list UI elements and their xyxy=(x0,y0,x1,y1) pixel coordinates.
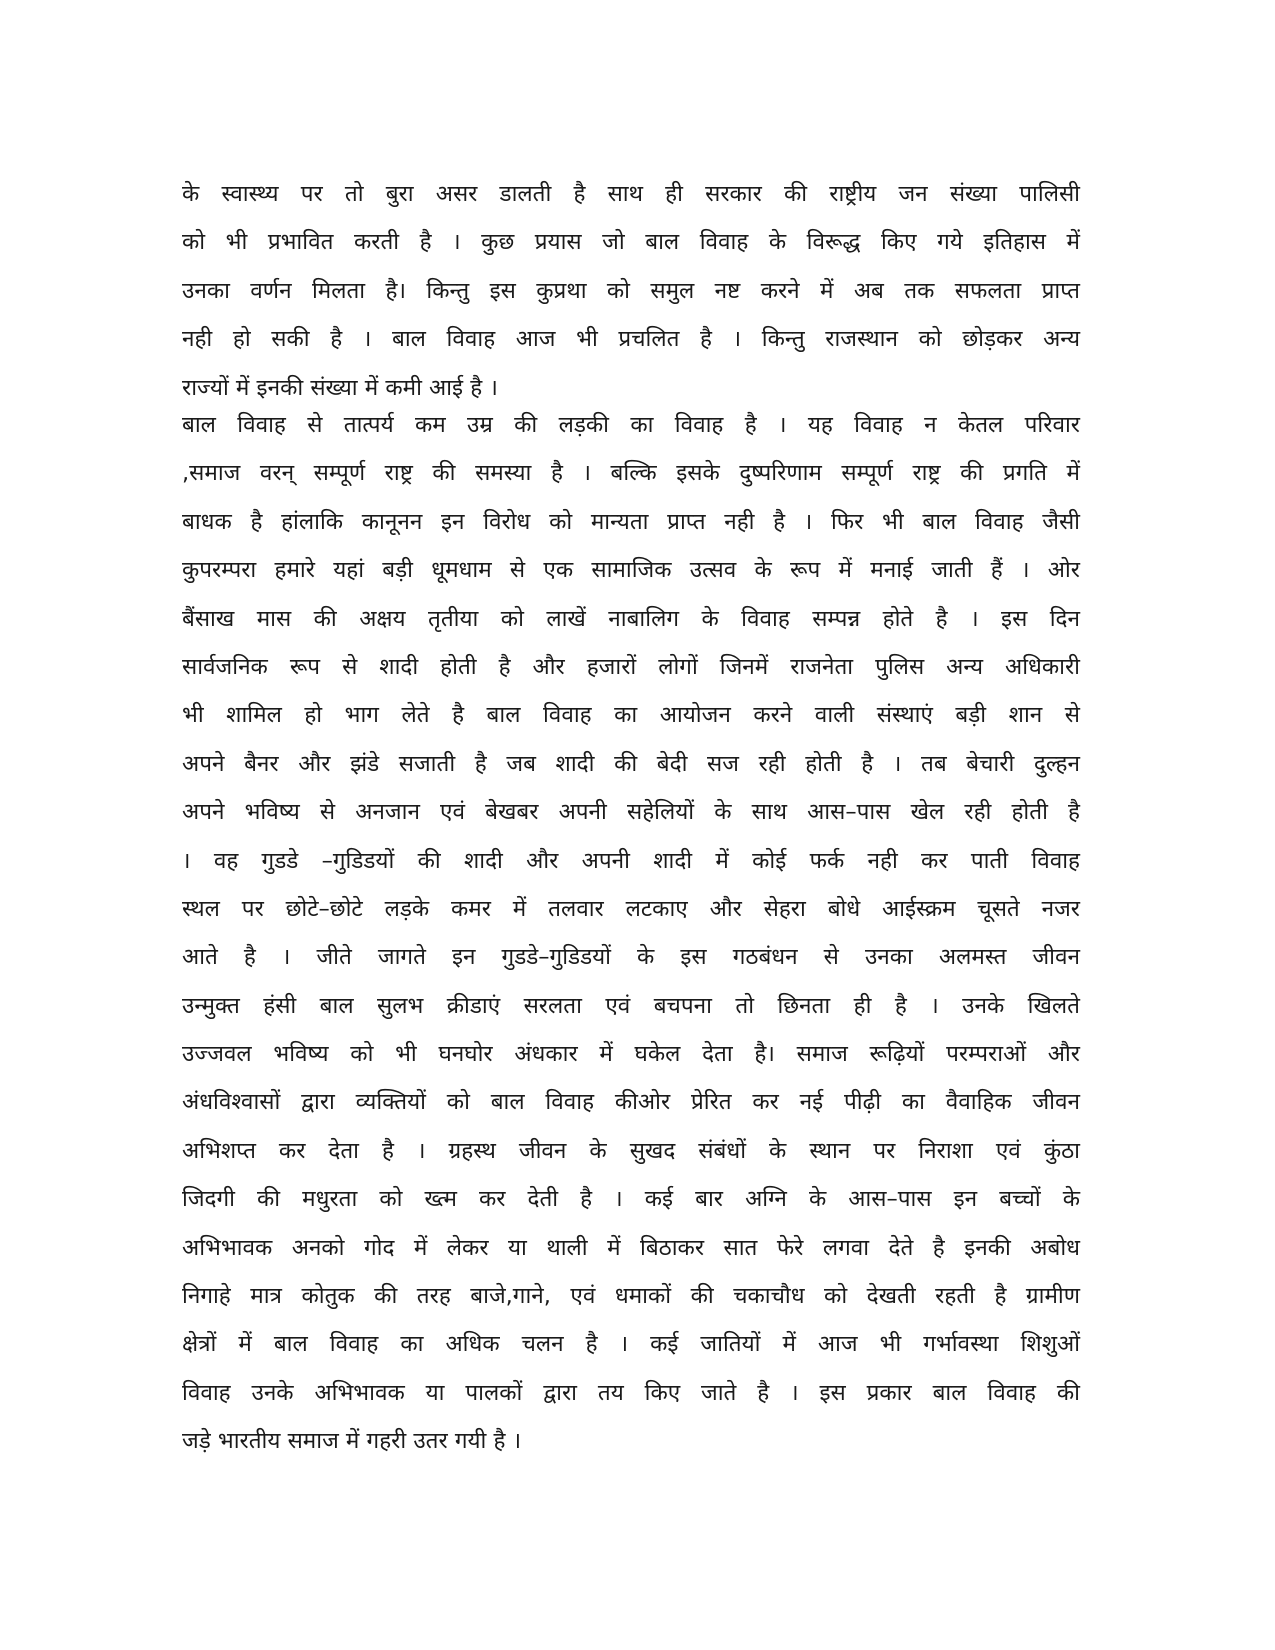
paragraph-1 xyxy=(182,170,1080,412)
paragraph-line: सार्वजनिक रूप से शादी होती है और हजारों लोगों जिनमें राजनेता पुलिस अन्य अधिकारी xyxy=(182,653,1080,680)
paragraph-line: ,समाज वरन् सम्पूर्ण राष्ट्र की समस्या है । बल्कि इसके दुष्परिणाम सम्पूर्ण राष्ट्र की प्रगति में xyxy=(182,460,1080,487)
paragraph-line: के स्वास्थ्य पर तो बुरा असर डालती है साथ ही सरकार की राष्ट्रीय जन संख्या पालिसी xyxy=(182,181,1080,207)
paragraph-line: । वह गुडडे –गुडिडयों की शादी और अपनी शादी में कोई फर्क नही कर पाती विवाह xyxy=(182,847,1080,874)
paragraph-line: को भी प्रभावित करती है । कुछ प्रयास जो बाल विवाह के विरूद्ध किए गये इतिहास में xyxy=(182,229,1080,256)
paragraph-line: अभिशप्त कर देता है । ग्रहस्थ जीवन के सुखद संबंधों के स्थान पर निराशा एवं कुंठा xyxy=(182,1137,1080,1164)
paragraph-line: बैंसाख मास की अक्षय तृतीया को लाखें नाबालिग के विवाह सम्पन्न होते है । इस दिन xyxy=(182,605,1080,632)
paragraph-line: अंधविश्वासों द्वारा व्यक्तियों को बाल विवाह कीओर प्रेरित कर नई पीढ़ी का वैवाहिक जीवन xyxy=(182,1089,1080,1116)
paragraph-line: उनका वर्णन मिलता है। किन्तु इस कुप्रथा को समुल नष्ट करने में अब तक सफलता प्राप्त xyxy=(182,277,1080,304)
paragraph-line: क्षेत्रों में बाल विवाह का अधिक चलन है । कई जातियों में आज भी गर्भावस्था शिशुओं xyxy=(182,1331,1080,1358)
paragraph-line: आते है । जीते जागते इन गुडडे–गुडिडयों के इस गठबंधन से उनका अलमस्त जीवन xyxy=(182,944,1080,971)
paragraph-line: स्थल पर छोटे–छोटे लड़के कमर में तलवार लटकाए और सेहरा बोधे आईस्क्रम चूसते नजर xyxy=(182,895,1080,922)
paragraph-line: नही हो सकी है । बाल विवाह आज भी प्रचलित है । किन्तु राजस्थान को छोड़कर अन्य xyxy=(182,326,1080,353)
paragraph-line: अपने भविष्य से अनजान एवं बेखबर अपनी सहेलियों के साथ आस–पास खेल रही होती है xyxy=(182,799,1080,826)
paragraph-line: बाल विवाह से तात्पर्य कम उम्र की लड़की का विवाह है । यह विवाह न केतल परिवार xyxy=(182,412,1080,438)
paragraph-line: जड़े भारतीय समाज में गहरी उतर गयी है । xyxy=(182,1428,522,1455)
paragraph-line: उज्जवल भविष्य को भी घनघोर अंधकार में घकेल देता है। समाज रूढ़ियों परम्पराओं और xyxy=(182,1041,1080,1068)
paragraph-line: निगाहे मात्र कोतुक की तरह बाजे,गाने, एवं धमाकों की चकाचौध को देखती रहती है ग्रामीण xyxy=(182,1283,1080,1310)
paragraph-line: विवाह उनके अभिभावक या पालकों द्वारा तय किए जाते है । इस प्रकार बाल विवाह की xyxy=(182,1379,1080,1406)
paragraph-line: अभिभावक अनको गोद में लेकर या थाली में बिठाकर सात फेरे लगवा देते है इनकी अबोध xyxy=(182,1234,1080,1261)
paragraph-line: कुपरम्परा हमारे यहां बड़ी धूमधाम से एक सामाजिक उत्सव के रूप में मनाई जाती हैं । ओर xyxy=(182,557,1080,584)
paragraph-line: अपने बैनर और झंडे सजाती है जब शादी की बेदी सज रही होती है । तब बेचारी दुल्हन xyxy=(182,750,1080,777)
paragraph-line: भी शामिल हो भाग लेते है बाल विवाह का आयोजन करने वाली संस्थाएं बड़ी शान से xyxy=(182,702,1080,729)
paragraph-line: उन्मुक्त हंसी बाल सुलभ क्रीडाएं सरलता एवं बचपना तो छिनता ही है । उनके खिलते xyxy=(182,992,1080,1019)
paragraph-line: राज्यों में इनकी संख्या में कमी आई है । xyxy=(182,374,498,401)
paragraph-line: बाधक है हांलाकि कानूनन इन विरोध को मान्यता प्राप्त नही है । फिर भी बाल विवाह जैसी xyxy=(182,508,1080,535)
paragraph-line: जिदगी की मधुरता को ख्त्म कर देती है । कई बार अग्नि के आस–पास इन बच्चों के xyxy=(182,1186,1080,1213)
paragraph-2 xyxy=(182,401,1080,1466)
